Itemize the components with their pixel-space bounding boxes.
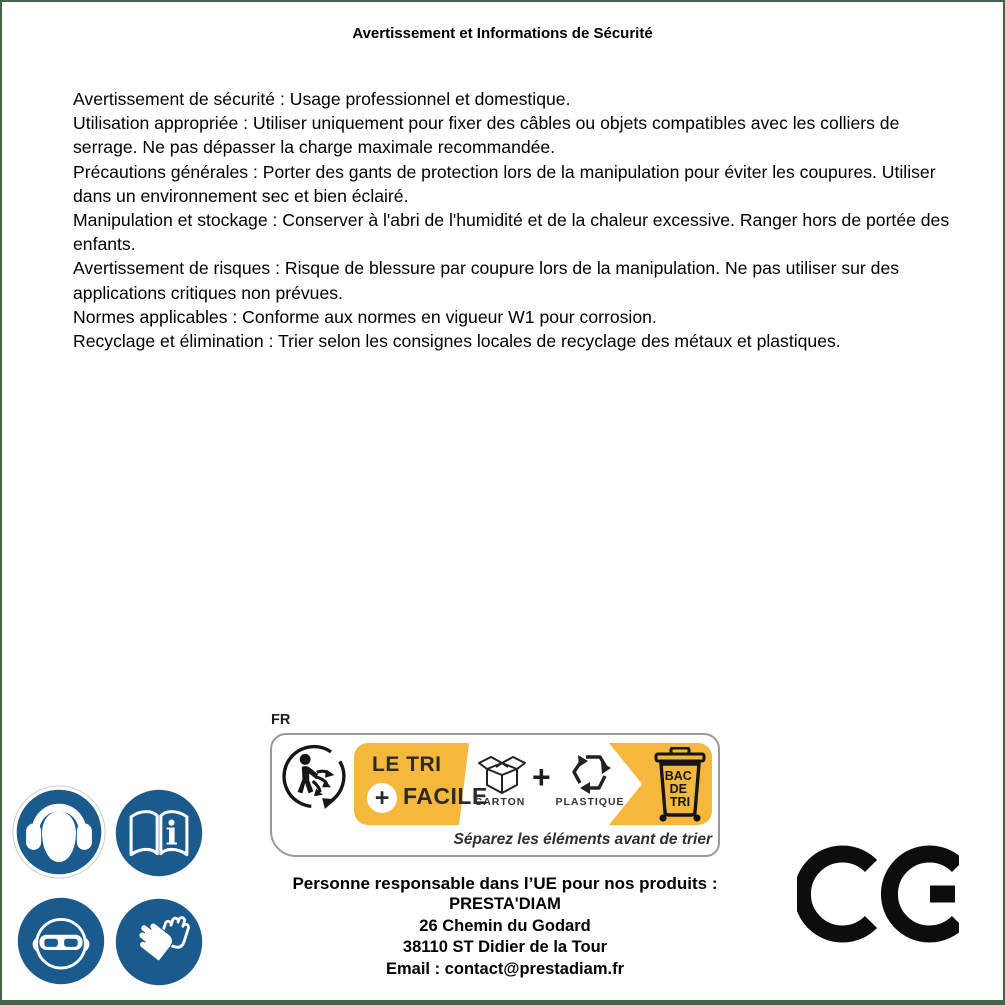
paragraph-general-precautions: Précautions générales : Porter des gants de protection lors de la manipulation pour éviter les coupures. Utiliser dans un environnement sec et bien éclairé. <box>73 161 936 206</box>
recycling-info-box <box>270 733 720 857</box>
sorting-bin-icon <box>650 747 710 823</box>
page-title: Avertissement et Informations de Sécurité <box>352 25 653 42</box>
ear-protection-icon <box>12 785 106 879</box>
responsible-intro: Personne responsable dans l’UE pour nos produits : <box>292 874 718 893</box>
safety-text-block <box>73 87 957 353</box>
paragraph-appropriate-use: Utilisation appropriée : Utiliser uniquement pour fixer des câbles ou objets compatibles avec les colliers de serrage. Ne pas dépasser la charge maximale recommandée. <box>73 113 900 158</box>
paragraph-standards: Normes applicables : Conforme aux normes en vigueur W1 pour corrosion. <box>73 306 657 327</box>
company-name: PRESTA'DIAM <box>449 895 561 914</box>
plastique-label: PLASTIQUE <box>555 796 625 808</box>
country-code-label: FR <box>271 712 291 728</box>
paragraph-safety-warning: Avertissement de sécurité : Usage professionnel et domestique. <box>73 89 571 109</box>
read-manual-icon <box>114 788 204 878</box>
paragraph-risk-warning: Avertissement de risques : Risque de blessure par coupure lors de la manipulation. Ne pas utiliser sur des applications critiques non prévues. <box>73 258 900 303</box>
svg-text:BAC DE TRI: BAC DE TRI <box>664 769 692 809</box>
plastic-recycling-icon <box>566 751 614 795</box>
eye-protection-icon <box>16 896 106 986</box>
svg-text:i: i <box>165 814 178 853</box>
banner-line2: FACILE <box>403 783 488 809</box>
carton-box-icon <box>476 751 528 795</box>
responsible-block <box>255 873 755 980</box>
contact-email: Email : contact@prestadiam.fr <box>386 959 624 978</box>
ce-mark <box>797 843 959 945</box>
carton-label: CARTON <box>474 796 526 808</box>
le-tri-facile-banner <box>354 743 712 825</box>
banner-line1: LE TRI <box>372 753 442 776</box>
paragraph-recycling: Recyclage et élimination : Trier selon les consignes locales de recyclage des métaux et plastiques. <box>73 331 841 352</box>
paragraph-handling-storage: Manipulation et stockage : Conserver à l'abri de l'humidité et de la chaleur excessive. Ranger hors de portée des enfants. <box>73 210 950 255</box>
address-city: 38110 ST Didier de la Tour <box>402 938 608 957</box>
triman-icon <box>280 741 348 809</box>
materials-plus-icon: + <box>532 759 551 795</box>
address-street: 26 Chemin du Godard <box>419 916 591 935</box>
protective-gloves-icon <box>114 897 204 987</box>
separation-note: Séparez les éléments avant de trier <box>453 831 712 848</box>
banner-plus-icon: + <box>367 783 397 813</box>
